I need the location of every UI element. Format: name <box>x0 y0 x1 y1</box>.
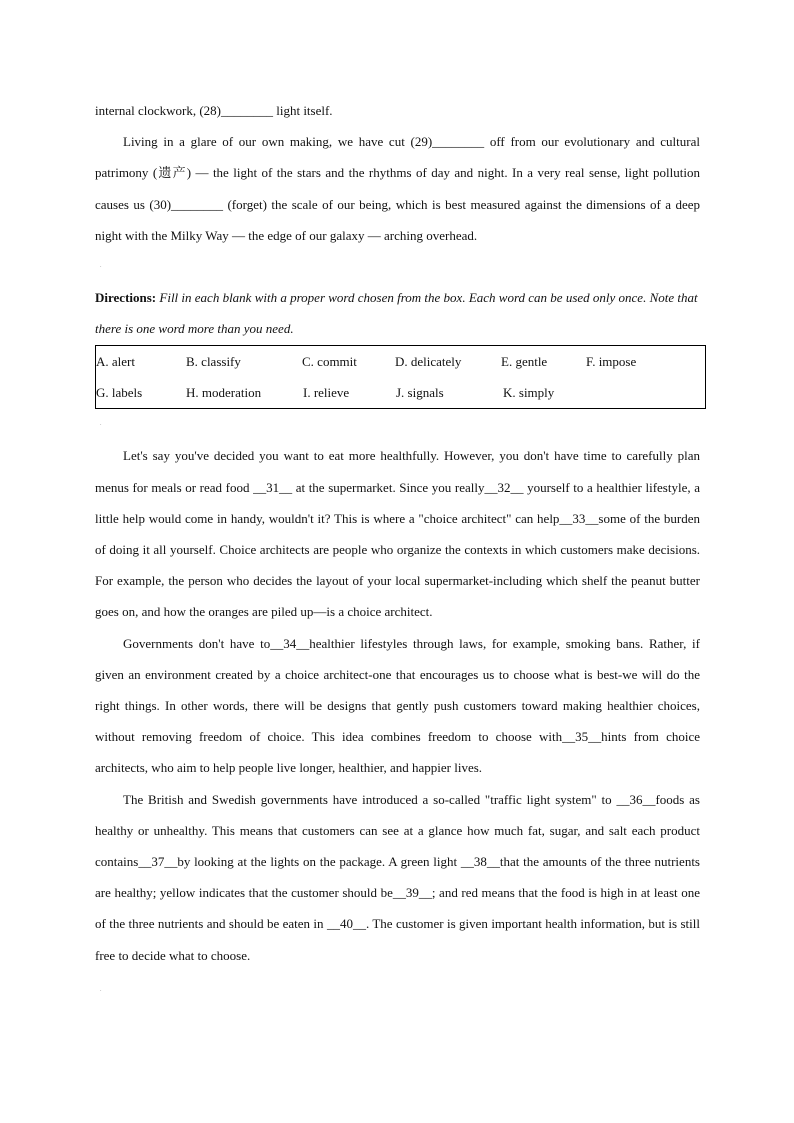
word-box-row-2 <box>96 377 705 408</box>
directions-label: Directions: <box>95 290 157 306</box>
word-option-d: D. delicately <box>395 354 462 370</box>
paragraph-mark: . <box>100 421 102 428</box>
passage-b-paragraph-3: The British and Swedish governments have introduced a so-called "traffic light system" to __36__foods as healthy or unhealthy. This means that customers can see at a glance how much fat, sugar, and salt each product contains__37__by looking at the lights on the package. A green light __38__that the amounts of the three nutrients are healthy; yellow indicates that the customer should be__39__; and red means that the food is high in at least one of the three nutrients and should be eaten in __40__. The customer is given important health information, but is still free to decide what to choose. <box>95 791 700 963</box>
directions <box>95 282 700 344</box>
passage-a-paragraph-1: internal clockwork, (28)________ light itself. <box>95 103 333 118</box>
word-option-f: F. impose <box>586 354 637 370</box>
word-option-e: E. gentle <box>501 354 548 370</box>
word-box <box>95 345 706 409</box>
passage-b-paragraph-2: Governments don't have to__34__healthier lifestyles through laws, for example, smoking bans. Rather, if given an environment created by a choice architect-one that encourages us to choose what is best-we will do the right things. In other words, there will be designs that gently push customers toward making healthier choices, without removing freedom of choice. This idea combines freedom to choose with__35__hints from choice architects, who aim to help people live longer, healthier, and happier lives. <box>95 635 700 776</box>
word-option-k: K. simply <box>503 385 555 401</box>
word-option-c: C. commit <box>302 354 357 370</box>
word-option-g: G. labels <box>96 385 143 401</box>
document-page <box>95 95 700 1006</box>
word-box-row-1 <box>96 346 705 377</box>
directions-text: Fill in each blank with a proper word chosen from the box. Each word can be used only once. Note that there is one word more than you need. <box>95 290 698 337</box>
word-option-b: B. classify <box>186 354 241 370</box>
paragraph-mark: . <box>100 263 102 270</box>
word-option-h: H. moderation <box>186 385 262 401</box>
paragraph-mark: . <box>100 986 102 993</box>
word-option-i: I. relieve <box>303 385 350 401</box>
passage-b-paragraph-1: Let's say you've decided you want to eat more healthfully. However, you don't have time to carefully plan menus for meals or read food __31__ at the supermarket. Since you really__32__ yourself to a healthier lifestyle, a little help would come in handy, wouldn't it? This is where a "choice architect" can help__33__some of the burden of doing it all yourself. Choice architects are people who organize the contexts in which customers make decisions. For example, the person who decides the layout of your local supermarket-including which shelf the peanut butter goes on, and how the oranges are piled up—is a choice architect. <box>95 448 700 620</box>
word-option-a: A. alert <box>96 354 135 370</box>
passage-a-paragraph-2: Living in a glare of our own making, we have cut (29)________ off from our evolutionary and cultural patrimony (遗产) — the light of the stars and the rhythms of day and night. In a very real sense, light pollution causes us (30)________ (forget) the scale of our being, which is best measured against the dimensions of a deep night with the Milky Way — the edge of our galaxy — arching overhead. <box>95 134 700 243</box>
word-option-j: J. signals <box>396 385 444 401</box>
